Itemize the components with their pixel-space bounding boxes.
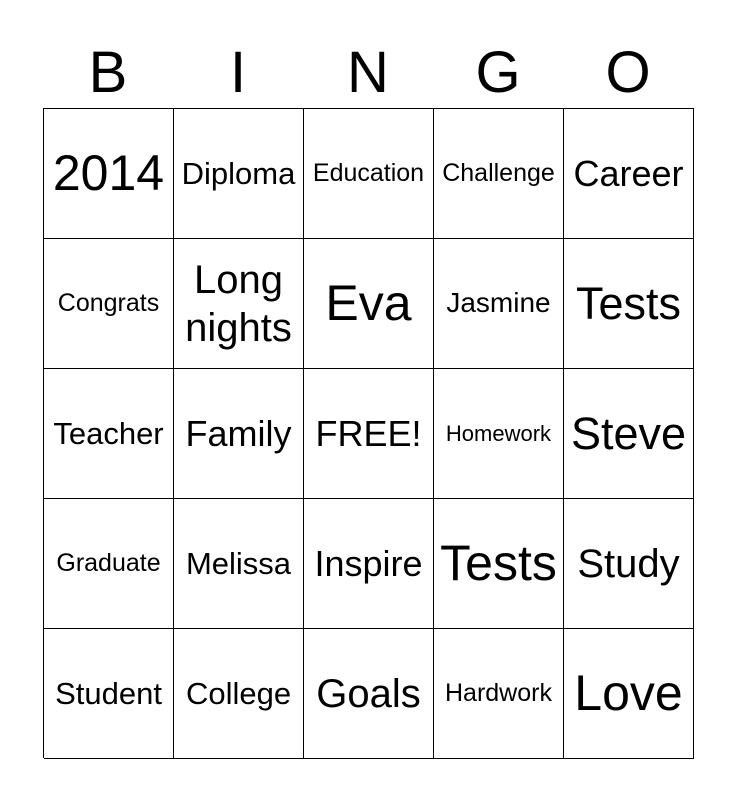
bingo-cell[interactable]: Tests xyxy=(434,499,564,629)
bingo-cell[interactable]: Study xyxy=(564,499,694,629)
bingo-cell[interactable]: Goals xyxy=(304,629,434,759)
bingo-header xyxy=(43,38,694,108)
bingo-cell[interactable]: 2014 xyxy=(44,109,174,239)
bingo-cell[interactable]: Homework xyxy=(434,369,564,499)
bingo-cell[interactable]: College xyxy=(174,629,304,759)
bingo-cell[interactable]: Eva xyxy=(304,239,434,369)
bingo-cell[interactable]: Student xyxy=(44,629,174,759)
bingo-cell-free[interactable]: FREE! xyxy=(304,369,434,499)
header-letter-i: I xyxy=(229,40,247,105)
bingo-board xyxy=(43,108,694,758)
header-letter-o: O xyxy=(605,40,651,105)
bingo-cell[interactable]: Melissa xyxy=(174,499,304,629)
bingo-cell[interactable]: Teacher xyxy=(44,369,174,499)
bingo-cell[interactable]: Congrats xyxy=(44,239,174,369)
bingo-cell[interactable]: Tests xyxy=(564,239,694,369)
bingo-cell[interactable]: Education xyxy=(304,109,434,239)
bingo-cell[interactable]: Family xyxy=(174,369,304,499)
header-letter-b: B xyxy=(88,40,128,105)
header-letter-g: G xyxy=(475,40,521,105)
bingo-cell[interactable]: Challenge xyxy=(434,109,564,239)
bingo-cell[interactable]: Graduate xyxy=(44,499,174,629)
bingo-cell[interactable]: Love xyxy=(564,629,694,759)
bingo-cell[interactable]: Jasmine xyxy=(434,239,564,369)
bingo-cell[interactable]: Inspire xyxy=(304,499,434,629)
bingo-cell[interactable]: Hardwork xyxy=(434,629,564,759)
bingo-cell[interactable]: Diploma xyxy=(174,109,304,239)
bingo-cell[interactable]: Steve xyxy=(564,369,694,499)
bingo-cell[interactable]: Long nights xyxy=(174,239,304,369)
bingo-cell[interactable]: Career xyxy=(564,109,694,239)
header-letter-n: N xyxy=(347,40,389,105)
